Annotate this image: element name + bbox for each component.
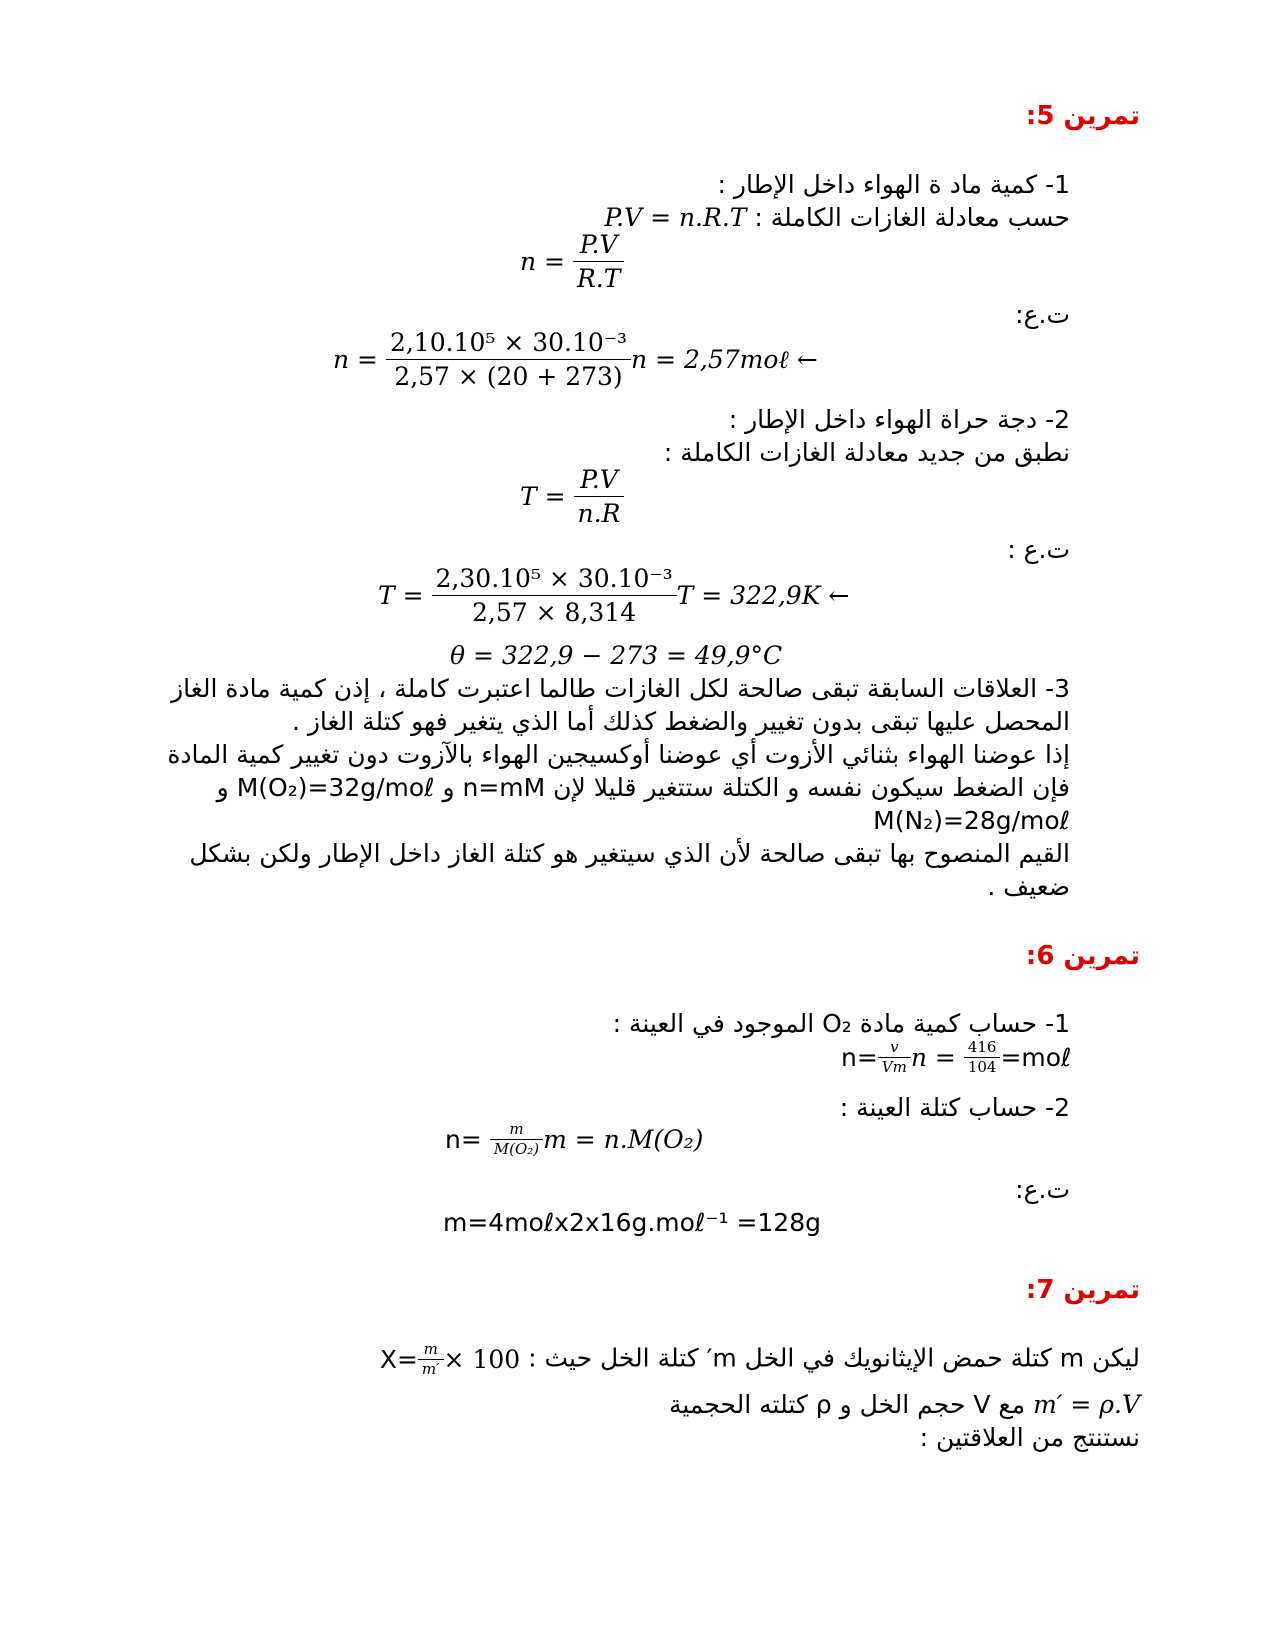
calc-n: n = $\frac{\text{2,10.10⁵ × 30.10⁻³}}{2,57 \times (20 + 273)}$ n = 2,57moℓ ← — [333, 328, 818, 391]
ex7-line3: نستنتج من العلاقتين : — [919, 1423, 1140, 1452]
calc-T-numerator: 2,30.10⁵ × 30.10⁻³ — [432, 566, 677, 596]
calc-T-result: T = 322,9K ← — [676, 581, 850, 610]
ex5-item3-line6: القيم المنصوح بها تبقى صالحة لأن الذي سيتغير هو كتلة الغاز داخل الإطار ولكن بشكل — [189, 839, 1070, 868]
calc-n-result: n = 2,57moℓ ← — [631, 345, 818, 374]
molar-mass-o2: M(O₂)=32g/moℓ — [236, 773, 435, 802]
ex5-item3-line1: 3- العلاقات السابقة تبقى صالحة لكل الغازات طالما اعتبرت كاملة ، إذن كمية مادة الغاز — [171, 674, 1070, 703]
calc-n-denominator: 2,57 × (20 + 273) — [394, 362, 623, 391]
ideal-gas-equation: P.V = n.R.T — [604, 203, 747, 232]
ex5-item3-line3: إذا عوضنا الهواء بثنائي الأزوت أي عوضنا أوكسيجين الهواء بالآزوت دون تغيير كمية المادة — [167, 740, 1070, 769]
ex5-item1-text: حسب معادلة الغازات الكاملة : P.V = n.R.T — [604, 203, 1070, 232]
ex5-item1-title: 1- كمية ماد ة الهواء داخل الإطار : — [717, 170, 1070, 199]
exercise-5-title: تمرين 5: — [1025, 101, 1140, 131]
theta-calc: θ = 322,9 − 273 = 49,9°C — [450, 641, 783, 670]
ex6-m-result: m=4moℓx2x16g.moℓ⁻¹ =128g — [443, 1208, 821, 1237]
T-formula: T = $\frac{P.V}{n.R}$ — [520, 467, 624, 526]
molar-mass-n2: M(N₂)=28g/moℓ — [873, 806, 1070, 835]
ex5-item3-line2: المحصل عليها تبقى بدون تغيير والضغط كذلك أما الذي يتغير فهو كتلة الغاز . — [291, 707, 1070, 736]
ex5-item2-text: نطبق من جديد معادلة الغازات الكاملة : — [663, 438, 1070, 467]
ex7-line1: ليكن m كتلة حمض الإيثانويك في الخل m′ كتلة الخل حيث : X= $\frac{m}{m'}$ × 100 — [379, 1340, 1140, 1378]
ex6-item1: 1- حساب كمية مادة O₂ الموجود في العينة : — [612, 1009, 1070, 1038]
ex6-numeric-application: ت.ع: — [1015, 1175, 1070, 1204]
ex5-numeric-application-2: ت.ع : — [1007, 535, 1070, 564]
ex5-numeric-application-1: ت.ع: — [1015, 300, 1070, 329]
calc-T: T = $\frac{\text{2,30.10⁵ × 30.10⁻³}}{2,57 \times 8,314}$ T = 322,9K ← — [378, 564, 850, 627]
frac-den-nr: n.R — [577, 499, 621, 528]
calc-n-numerator: 2,10.10⁵ × 30.10⁻³ — [386, 330, 631, 360]
ex6-n-formula: n= $\frac{v}{Vm}$ n = $\frac{416}{104}$ =moℓ — [841, 1038, 1072, 1076]
ex6-item2: 2- حساب كتلة العينة : — [839, 1093, 1070, 1122]
ex6-m-formula: n= $\frac{m}{\text{M(O₂)}}$ m = n.M(O₂) — [445, 1120, 704, 1158]
ex7-line2: m′ = ρ.V مع V حجم الخل و ρ كتلته الحجمية — [668, 1390, 1140, 1419]
ex5-item3-line5 — [873, 808, 1070, 833]
frac-num-pv-2: P.V — [574, 467, 625, 497]
calc-T-denominator: 2,57 × 8,314 — [472, 598, 637, 627]
exercise-6-title: تمرين 6: — [1025, 941, 1140, 971]
frac-num-pv: P.V — [573, 232, 624, 262]
ex5-item3-line7: ضعيف . — [987, 872, 1070, 901]
exercise-7-title: تمرين 7: — [1025, 1275, 1140, 1305]
n-formula: n = $\frac{P.V}{R.T}$ — [520, 232, 624, 291]
ex5-item3-line4: فإن الضغط سيكون نفسه و الكتلة ستتغير قليلا لإن n=mM و M(O₂)=32g/moℓ و — [216, 773, 1070, 802]
ex5-item2-title: 2- دجة حراة الهواء داخل الإطار : — [728, 405, 1070, 434]
frac-den-rt: R.T — [576, 264, 621, 293]
